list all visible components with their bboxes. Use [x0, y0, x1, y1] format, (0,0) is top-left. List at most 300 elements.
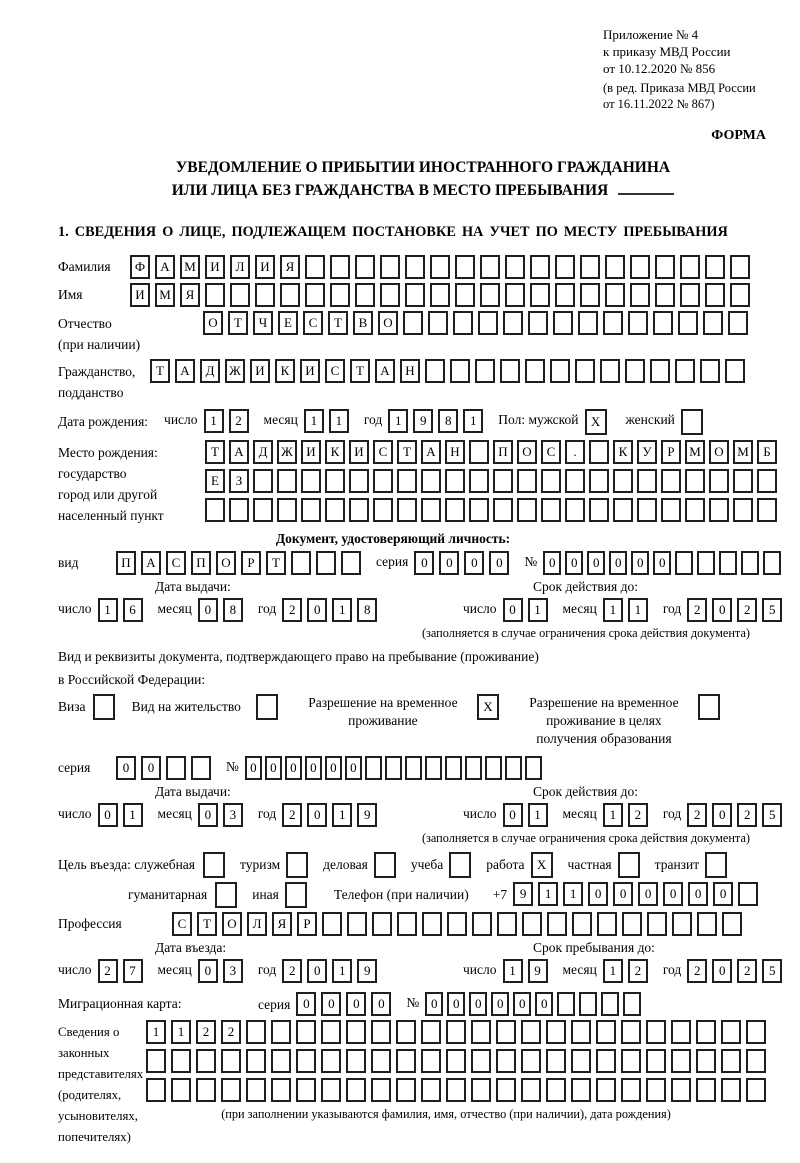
char-cell[interactable]: Ч: [253, 311, 273, 335]
char-cell[interactable]: 0: [464, 551, 484, 575]
char-cell[interactable]: [605, 283, 625, 307]
char-cell[interactable]: Т: [328, 311, 348, 335]
char-cell[interactable]: 0: [653, 551, 671, 575]
char-cell[interactable]: [346, 1049, 366, 1073]
char-cell[interactable]: Л: [230, 255, 250, 279]
char-cell[interactable]: С: [303, 311, 323, 335]
char-cell[interactable]: [455, 283, 475, 307]
char-cell[interactable]: [521, 1049, 541, 1073]
char-cell[interactable]: [405, 255, 425, 279]
char-cell[interactable]: [246, 1020, 266, 1044]
char-cell[interactable]: [596, 1049, 616, 1073]
char-cell[interactable]: [618, 852, 640, 878]
char-cell[interactable]: 2: [737, 598, 757, 622]
char-cell[interactable]: Т: [350, 359, 370, 383]
char-cell[interactable]: 1: [538, 882, 558, 906]
char-cell[interactable]: 2: [98, 959, 118, 983]
char-cell[interactable]: 0: [503, 803, 523, 827]
char-cell[interactable]: [496, 1078, 516, 1102]
char-cell[interactable]: [525, 756, 542, 780]
char-cell[interactable]: 0: [98, 803, 118, 827]
char-cell[interactable]: [253, 469, 273, 493]
char-cell[interactable]: [305, 255, 325, 279]
char-cell[interactable]: 0: [198, 959, 218, 983]
char-cell[interactable]: [555, 283, 575, 307]
char-cell[interactable]: [622, 912, 642, 936]
char-cell[interactable]: [730, 283, 750, 307]
char-cell[interactable]: [472, 912, 492, 936]
char-cell[interactable]: Т: [228, 311, 248, 335]
char-cell[interactable]: 1: [388, 409, 408, 433]
char-cell[interactable]: [478, 311, 498, 335]
char-cell[interactable]: X: [531, 852, 553, 878]
char-cell[interactable]: О: [216, 551, 236, 575]
char-cell[interactable]: 1: [332, 803, 352, 827]
char-cell[interactable]: 1: [603, 803, 623, 827]
char-cell[interactable]: [746, 1020, 766, 1044]
char-cell[interactable]: [253, 498, 273, 522]
char-cell[interactable]: Ж: [225, 359, 245, 383]
char-cell[interactable]: [721, 1078, 741, 1102]
char-cell[interactable]: 1: [603, 598, 623, 622]
char-cell[interactable]: [321, 1020, 341, 1044]
char-cell[interactable]: [696, 1078, 716, 1102]
char-cell[interactable]: [625, 359, 645, 383]
char-cell[interactable]: [517, 469, 537, 493]
char-cell[interactable]: [697, 551, 715, 575]
char-cell[interactable]: 9: [357, 803, 377, 827]
char-cell[interactable]: 0: [346, 992, 366, 1016]
char-cell[interactable]: [697, 912, 717, 936]
char-cell[interactable]: [271, 1049, 291, 1073]
char-cell[interactable]: [571, 1049, 591, 1073]
char-cell[interactable]: 0: [307, 598, 327, 622]
char-cell[interactable]: 9: [528, 959, 548, 983]
char-cell[interactable]: К: [275, 359, 295, 383]
char-cell[interactable]: К: [613, 440, 633, 464]
char-cell[interactable]: [355, 255, 375, 279]
char-cell[interactable]: [580, 283, 600, 307]
char-cell[interactable]: С: [172, 912, 192, 936]
char-cell[interactable]: [678, 311, 698, 335]
char-cell[interactable]: О: [203, 311, 223, 335]
char-cell[interactable]: [596, 1020, 616, 1044]
char-cell[interactable]: [671, 1049, 691, 1073]
char-cell[interactable]: [546, 1078, 566, 1102]
char-cell[interactable]: [721, 1020, 741, 1044]
char-cell[interactable]: [553, 311, 573, 335]
char-cell[interactable]: С: [166, 551, 186, 575]
char-cell[interactable]: [621, 1049, 641, 1073]
char-cell[interactable]: 2: [282, 959, 302, 983]
char-cell[interactable]: [471, 1049, 491, 1073]
char-cell[interactable]: И: [301, 440, 321, 464]
char-cell[interactable]: 0: [638, 882, 658, 906]
char-cell[interactable]: [469, 469, 489, 493]
char-cell[interactable]: [757, 469, 777, 493]
char-cell[interactable]: Я: [180, 283, 200, 307]
char-cell[interactable]: М: [155, 283, 175, 307]
char-cell[interactable]: 0: [513, 992, 531, 1016]
char-cell[interactable]: 0: [712, 803, 732, 827]
char-cell[interactable]: [675, 551, 693, 575]
char-cell[interactable]: 6: [123, 598, 143, 622]
char-cell[interactable]: 0: [688, 882, 708, 906]
char-cell[interactable]: [521, 1078, 541, 1102]
char-cell[interactable]: [196, 1078, 216, 1102]
char-cell[interactable]: [637, 469, 657, 493]
char-cell[interactable]: 1: [563, 882, 583, 906]
char-cell[interactable]: 0: [345, 756, 362, 780]
char-cell[interactable]: [380, 255, 400, 279]
char-cell[interactable]: [428, 311, 448, 335]
char-cell[interactable]: [493, 498, 513, 522]
char-cell[interactable]: [347, 912, 367, 936]
char-cell[interactable]: [330, 255, 350, 279]
char-cell[interactable]: П: [116, 551, 136, 575]
char-cell[interactable]: 2: [687, 803, 707, 827]
char-cell[interactable]: [605, 255, 625, 279]
char-cell[interactable]: М: [685, 440, 705, 464]
char-cell[interactable]: [449, 852, 471, 878]
char-cell[interactable]: [475, 359, 495, 383]
char-cell[interactable]: А: [421, 440, 441, 464]
char-cell[interactable]: [205, 283, 225, 307]
char-cell[interactable]: [630, 255, 650, 279]
char-cell[interactable]: [405, 756, 422, 780]
char-cell[interactable]: Т: [397, 440, 417, 464]
char-cell[interactable]: 2: [196, 1020, 216, 1044]
char-cell[interactable]: [191, 756, 211, 780]
char-cell[interactable]: [330, 283, 350, 307]
char-cell[interactable]: [571, 1078, 591, 1102]
char-cell[interactable]: [371, 1078, 391, 1102]
char-cell[interactable]: [396, 1020, 416, 1044]
char-cell[interactable]: Ж: [277, 440, 297, 464]
char-cell[interactable]: [471, 1020, 491, 1044]
char-cell[interactable]: .: [565, 440, 585, 464]
char-cell[interactable]: 9: [413, 409, 433, 433]
char-cell[interactable]: [301, 469, 321, 493]
char-cell[interactable]: [296, 1049, 316, 1073]
char-cell[interactable]: 0: [321, 992, 341, 1016]
char-cell[interactable]: [93, 694, 115, 720]
char-cell[interactable]: П: [191, 551, 211, 575]
char-cell[interactable]: [675, 359, 695, 383]
char-cell[interactable]: X: [585, 409, 607, 435]
char-cell[interactable]: [528, 311, 548, 335]
char-cell[interactable]: [285, 882, 307, 908]
char-cell[interactable]: 2: [737, 959, 757, 983]
char-cell[interactable]: [505, 255, 525, 279]
char-cell[interactable]: [446, 1020, 466, 1044]
char-cell[interactable]: [746, 1078, 766, 1102]
char-cell[interactable]: [146, 1078, 166, 1102]
char-cell[interactable]: [696, 1020, 716, 1044]
char-cell[interactable]: [371, 1049, 391, 1073]
char-cell[interactable]: [421, 498, 441, 522]
char-cell[interactable]: [681, 409, 703, 435]
char-cell[interactable]: [325, 498, 345, 522]
char-cell[interactable]: [421, 1078, 441, 1102]
char-cell[interactable]: [571, 1020, 591, 1044]
char-cell[interactable]: 0: [325, 756, 342, 780]
char-cell[interactable]: [565, 498, 585, 522]
char-cell[interactable]: [646, 1049, 666, 1073]
char-cell[interactable]: [215, 882, 237, 908]
char-cell[interactable]: [425, 359, 445, 383]
char-cell[interactable]: [397, 498, 417, 522]
char-cell[interactable]: 0: [116, 756, 136, 780]
char-cell[interactable]: 0: [489, 551, 509, 575]
char-cell[interactable]: В: [353, 311, 373, 335]
char-cell[interactable]: [541, 469, 561, 493]
char-cell[interactable]: 0: [713, 882, 733, 906]
char-cell[interactable]: [271, 1020, 291, 1044]
char-cell[interactable]: 7: [123, 959, 143, 983]
char-cell[interactable]: [757, 498, 777, 522]
char-cell[interactable]: 2: [229, 409, 249, 433]
char-cell[interactable]: [725, 359, 745, 383]
char-cell[interactable]: 9: [513, 882, 533, 906]
char-cell[interactable]: Б: [757, 440, 777, 464]
char-cell[interactable]: [646, 1078, 666, 1102]
char-cell[interactable]: [349, 469, 369, 493]
char-cell[interactable]: [396, 1078, 416, 1102]
char-cell[interactable]: Л: [247, 912, 267, 936]
char-cell[interactable]: [572, 912, 592, 936]
char-cell[interactable]: 2: [282, 803, 302, 827]
char-cell[interactable]: [596, 1078, 616, 1102]
char-cell[interactable]: [205, 498, 225, 522]
char-cell[interactable]: [730, 255, 750, 279]
char-cell[interactable]: 0: [198, 598, 218, 622]
char-cell[interactable]: [746, 1049, 766, 1073]
char-cell[interactable]: С: [373, 440, 393, 464]
char-cell[interactable]: [469, 498, 489, 522]
char-cell[interactable]: 0: [663, 882, 683, 906]
char-cell[interactable]: А: [375, 359, 395, 383]
char-cell[interactable]: [705, 283, 725, 307]
char-cell[interactable]: [453, 311, 473, 335]
char-cell[interactable]: А: [175, 359, 195, 383]
char-cell[interactable]: И: [349, 440, 369, 464]
char-cell[interactable]: Я: [272, 912, 292, 936]
char-cell[interactable]: [541, 498, 561, 522]
char-cell[interactable]: [496, 1020, 516, 1044]
char-cell[interactable]: [546, 1020, 566, 1044]
char-cell[interactable]: [709, 498, 729, 522]
char-cell[interactable]: 0: [305, 756, 322, 780]
char-cell[interactable]: [505, 283, 525, 307]
char-cell[interactable]: [661, 469, 681, 493]
char-cell[interactable]: [575, 359, 595, 383]
char-cell[interactable]: [171, 1078, 191, 1102]
char-cell[interactable]: 1: [146, 1020, 166, 1044]
char-cell[interactable]: [301, 498, 321, 522]
char-cell[interactable]: [630, 283, 650, 307]
char-cell[interactable]: [230, 283, 250, 307]
char-cell[interactable]: [550, 359, 570, 383]
char-cell[interactable]: 0: [535, 992, 553, 1016]
char-cell[interactable]: 0: [491, 992, 509, 1016]
char-cell[interactable]: [500, 359, 520, 383]
char-cell[interactable]: 1: [98, 598, 118, 622]
char-cell[interactable]: [271, 1078, 291, 1102]
char-cell[interactable]: 0: [588, 882, 608, 906]
char-cell[interactable]: 1: [204, 409, 224, 433]
char-cell[interactable]: [521, 1020, 541, 1044]
char-cell[interactable]: [373, 498, 393, 522]
char-cell[interactable]: 2: [687, 959, 707, 983]
char-cell[interactable]: 1: [628, 598, 648, 622]
char-cell[interactable]: [589, 440, 609, 464]
char-cell[interactable]: 2: [282, 598, 302, 622]
char-cell[interactable]: О: [378, 311, 398, 335]
char-cell[interactable]: [296, 1020, 316, 1044]
char-cell[interactable]: 9: [357, 959, 377, 983]
char-cell[interactable]: [597, 912, 617, 936]
char-cell[interactable]: [680, 255, 700, 279]
char-cell[interactable]: 1: [332, 959, 352, 983]
char-cell[interactable]: 0: [503, 598, 523, 622]
char-cell[interactable]: 0: [469, 992, 487, 1016]
char-cell[interactable]: [305, 283, 325, 307]
char-cell[interactable]: [685, 498, 705, 522]
char-cell[interactable]: [421, 469, 441, 493]
char-cell[interactable]: [672, 912, 692, 936]
char-cell[interactable]: Р: [297, 912, 317, 936]
char-cell[interactable]: [166, 756, 186, 780]
char-cell[interactable]: [646, 1020, 666, 1044]
char-cell[interactable]: [374, 852, 396, 878]
char-cell[interactable]: [628, 311, 648, 335]
char-cell[interactable]: [373, 469, 393, 493]
char-cell[interactable]: М: [733, 440, 753, 464]
char-cell[interactable]: [255, 283, 275, 307]
char-cell[interactable]: [229, 498, 249, 522]
char-cell[interactable]: О: [222, 912, 242, 936]
char-cell[interactable]: 0: [447, 992, 465, 1016]
char-cell[interactable]: [296, 1078, 316, 1102]
char-cell[interactable]: П: [493, 440, 513, 464]
char-cell[interactable]: [325, 469, 345, 493]
char-cell[interactable]: [291, 551, 311, 575]
char-cell[interactable]: [637, 498, 657, 522]
char-cell[interactable]: [650, 359, 670, 383]
char-cell[interactable]: [397, 912, 417, 936]
char-cell[interactable]: Т: [197, 912, 217, 936]
char-cell[interactable]: [580, 255, 600, 279]
char-cell[interactable]: [621, 1020, 641, 1044]
char-cell[interactable]: [365, 756, 382, 780]
char-cell[interactable]: 0: [712, 959, 732, 983]
char-cell[interactable]: С: [541, 440, 561, 464]
char-cell[interactable]: [721, 1049, 741, 1073]
char-cell[interactable]: Ф: [130, 255, 150, 279]
char-cell[interactable]: Т: [266, 551, 286, 575]
char-cell[interactable]: [397, 469, 417, 493]
char-cell[interactable]: [280, 283, 300, 307]
char-cell[interactable]: 0: [198, 803, 218, 827]
char-cell[interactable]: [661, 498, 681, 522]
char-cell[interactable]: [698, 694, 720, 720]
char-cell[interactable]: 1: [528, 598, 548, 622]
char-cell[interactable]: [733, 498, 753, 522]
char-cell[interactable]: [613, 469, 633, 493]
char-cell[interactable]: [422, 912, 442, 936]
char-cell[interactable]: [722, 912, 742, 936]
char-cell[interactable]: [497, 912, 517, 936]
char-cell[interactable]: [446, 1049, 466, 1073]
char-cell[interactable]: 1: [528, 803, 548, 827]
char-cell[interactable]: [647, 912, 667, 936]
char-cell[interactable]: [546, 1049, 566, 1073]
char-cell[interactable]: Н: [445, 440, 465, 464]
char-cell[interactable]: [525, 359, 545, 383]
char-cell[interactable]: 0: [425, 992, 443, 1016]
char-cell[interactable]: [446, 1078, 466, 1102]
char-cell[interactable]: [705, 255, 725, 279]
char-cell[interactable]: [547, 912, 567, 936]
char-cell[interactable]: 0: [296, 992, 316, 1016]
char-cell[interactable]: 1: [503, 959, 523, 983]
char-cell[interactable]: [653, 311, 673, 335]
char-cell[interactable]: 0: [613, 882, 633, 906]
char-cell[interactable]: [221, 1049, 241, 1073]
char-cell[interactable]: [385, 756, 402, 780]
char-cell[interactable]: 1: [332, 598, 352, 622]
char-cell[interactable]: [346, 1020, 366, 1044]
char-cell[interactable]: 5: [762, 959, 782, 983]
char-cell[interactable]: [671, 1078, 691, 1102]
char-cell[interactable]: [700, 359, 720, 383]
char-cell[interactable]: [728, 311, 748, 335]
char-cell[interactable]: [421, 1049, 441, 1073]
char-cell[interactable]: [246, 1078, 266, 1102]
char-cell[interactable]: [171, 1049, 191, 1073]
char-cell[interactable]: [316, 551, 336, 575]
char-cell[interactable]: [465, 756, 482, 780]
char-cell[interactable]: [221, 1078, 241, 1102]
char-cell[interactable]: [623, 992, 641, 1016]
char-cell[interactable]: [430, 283, 450, 307]
char-cell[interactable]: М: [180, 255, 200, 279]
char-cell[interactable]: 0: [245, 756, 262, 780]
char-cell[interactable]: [522, 912, 542, 936]
char-cell[interactable]: У: [637, 440, 657, 464]
char-cell[interactable]: [555, 255, 575, 279]
char-cell[interactable]: [380, 283, 400, 307]
char-cell[interactable]: [445, 498, 465, 522]
char-cell[interactable]: И: [255, 255, 275, 279]
char-cell[interactable]: 1: [603, 959, 623, 983]
char-cell[interactable]: Т: [205, 440, 225, 464]
char-cell[interactable]: [405, 283, 425, 307]
char-cell[interactable]: [372, 912, 392, 936]
char-cell[interactable]: [741, 551, 759, 575]
char-cell[interactable]: [277, 469, 297, 493]
char-cell[interactable]: [425, 756, 442, 780]
char-cell[interactable]: И: [205, 255, 225, 279]
char-cell[interactable]: [613, 498, 633, 522]
char-cell[interactable]: 0: [265, 756, 282, 780]
char-cell[interactable]: [738, 882, 758, 906]
char-cell[interactable]: Е: [278, 311, 298, 335]
char-cell[interactable]: [430, 255, 450, 279]
char-cell[interactable]: И: [250, 359, 270, 383]
char-cell[interactable]: Р: [241, 551, 261, 575]
